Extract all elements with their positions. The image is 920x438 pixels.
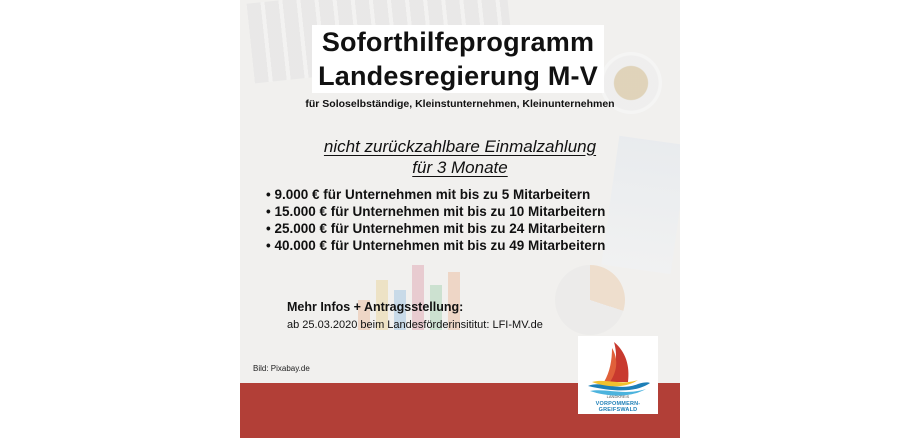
info-heading: Mehr Infos + Antragsstellung: [287, 300, 464, 314]
funding-item: • 25.000 € für Unternehmen mit bis zu 24 Mitarbeitern [266, 221, 606, 236]
logo-name: VORPOMMERN-GREIFSWALD [595, 401, 641, 413]
sail-logo-icon [578, 336, 658, 398]
district-logo [578, 336, 658, 414]
title-line-2: Landesregierung M-V [312, 59, 604, 93]
subtitle: für Soloselbständige, Kleinstunternehmen, Kleinunternehmen [305, 98, 615, 110]
logo-subtext: LANDKREIS [606, 394, 630, 399]
title-line-1: Soforthilfeprogramm [312, 25, 604, 59]
note-line-1: nicht zurückzahlbare Einmalzahlung [323, 137, 597, 156]
funding-item: • 40.000 € für Unternehmen mit bis zu 49 Mitarbeitern [266, 238, 606, 253]
background-bar-chart [358, 250, 498, 330]
background-pie-chart [555, 265, 625, 335]
poster [240, 0, 680, 438]
funding-list [266, 186, 605, 254]
info-text: ab 25.03.2020 beim Landesförderinsititut: LFI-MV.de [287, 319, 543, 331]
image-credit: Bild: Pixabay.de [253, 364, 310, 373]
funding-item: • 9.000 € für Unternehmen mit bis zu 5 Mitarbeitern [266, 187, 591, 202]
funding-item: • 15.000 € für Unternehmen mit bis zu 10 Mitarbeitern [266, 204, 606, 219]
note-line-2: für 3 Monate [412, 158, 508, 177]
